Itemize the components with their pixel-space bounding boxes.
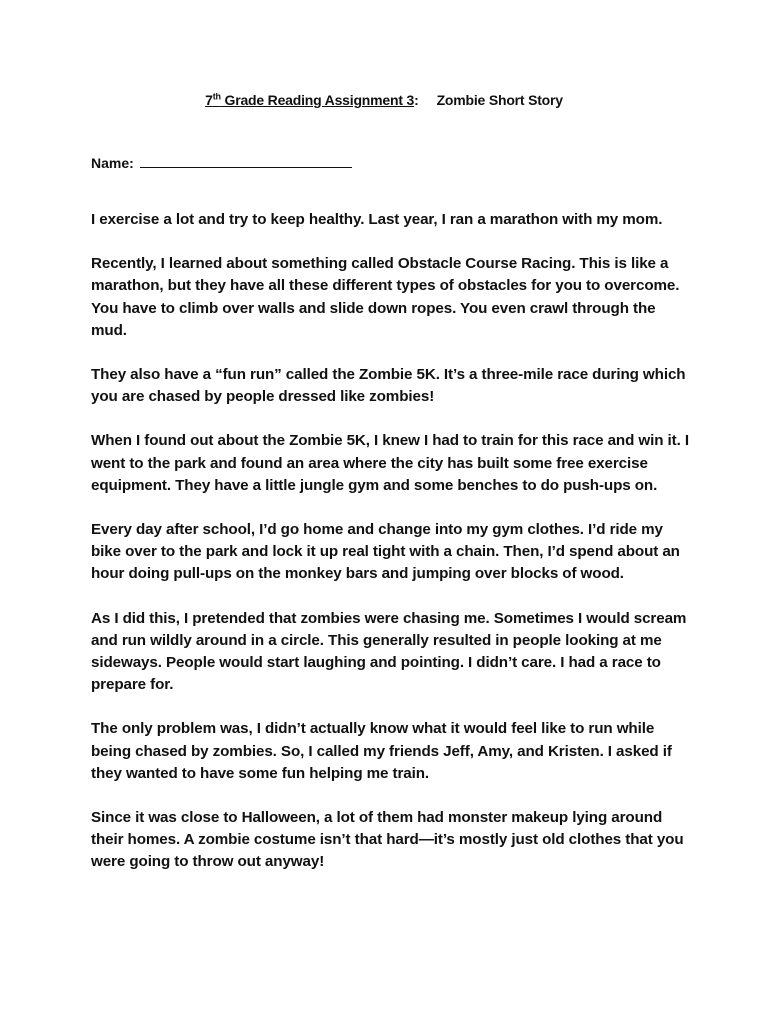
story-paragraph: Every day after school, I’d go home and change into my gym clothes. I’d ride my bike over to the park and lock it up real tight with a chain. Then, I’d spend about an hour doing pull-ups on the monkey bars and jumping over blocks of wood. [91, 521, 680, 583]
story-paragraph: When I found out about the Zombie 5K, I knew I had to train for this race and win it. I went to the park and found an area where the city has built some free exercise equipment. They have a little jungle gym and some benches to do push-ups on. [91, 432, 689, 494]
name-field [91, 154, 352, 171]
story-paragraph: Recently, I learned about something called Obstacle Course Racing. This is like a marathon, but they have all these different types of obstacles for you to overcome. You have to climb over walls and slide down ropes. You even crawl through the mud. [91, 255, 680, 339]
heading-colon: : [414, 92, 419, 108]
grade-suffix: th [212, 91, 221, 102]
story-paragraph: The only problem was, I didn’t actually know what it would feel like to run while being chased by zombies. So, I called my friends Jeff, Amy, and Kristen. I asked if they wanted to have some fun helping me train. [91, 720, 672, 782]
grade-number: 7 [205, 92, 213, 108]
name-blank-line [140, 154, 352, 168]
assignment-title [205, 92, 414, 108]
document-heading [0, 92, 768, 108]
story-paragraph: I exercise a lot and try to keep healthy. Last year, I ran a marathon with my mom. [91, 211, 663, 228]
story-paragraph: They also have a “fun run” called the Zombie 5K. It’s a three-mile race during which you are chased by people dressed like zombies! [91, 366, 686, 406]
story-body [91, 209, 691, 896]
name-label: Name: [91, 155, 134, 171]
story-title: Zombie Short Story [436, 92, 563, 108]
story-paragraph: Since it was close to Halloween, a lot of them had monster makeup lying around their homes. A zombie costume isn’t that hard—it’s mostly just old clothes that you were going to throw out anyway! [91, 809, 684, 871]
assignment-title-text: Grade Reading Assignment 3 [220, 92, 415, 108]
story-paragraph: As I did this, I pretended that zombies were chasing me. Sometimes I would scream and run wildly around in a circle. This generally resulted in people looking at me sideways. People would start laughing and pointing. I didn’t care. I had a race to prepare for. [91, 609, 687, 694]
